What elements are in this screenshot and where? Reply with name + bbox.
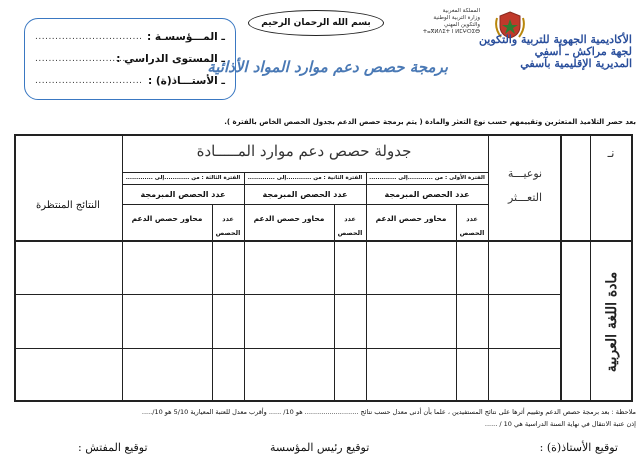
count-label: الحصص [215,229,241,237]
right-column-header: نـ [607,146,615,160]
ministry-line: ⵜⴰⴳⵍⴷⵉⵜ ⵏ ⵍⵎⵖⵔⵉⴱ [422,29,480,35]
count-3 [212,212,244,240]
level-field[interactable]: ................................ [35,54,143,64]
count-2 [334,212,366,240]
ministry-line: والتكوين المهني [443,22,480,28]
inspector-signature: توقيع المفتش : [78,441,148,454]
count-label: عدد [222,215,234,223]
ministry-line: المملكة المغربية [442,8,480,14]
academy-line: لجهة مراكش ـ أسفي [534,45,632,58]
programmed-1: عدد الحصص المبرمجة [384,190,470,199]
level-label: ـ المستوى الدراسي : [116,53,225,65]
support-table [14,134,632,402]
academy-line: الأكاديمية الجهوية للتربية والتكوين [478,33,632,46]
count-1 [456,212,488,240]
academy-line: المديرية الإقليمية بآسفي [520,57,632,70]
page-title: برمجة حصص دعم موارد المواد الأذائية [207,58,448,76]
principal-signature: توقيع رئيس المؤسسة [270,441,370,454]
axes-3: محاور حصص الدعم [131,214,203,223]
axes-1: محاور حصص الدعم [375,214,447,223]
intro-text: بعد حصر التلاميذ المتعثرين وتقييمهم حسب نوع التعثر والمادة ( يتم برمجة حصص الدعم بجدول الحصص الخاص بالفترة ). [224,118,636,126]
school-field[interactable]: ................................ [35,32,143,42]
note-line-1: ملاحظة : بعد برمجة حصص الدعم وتقييم أثرها على نتائج المستفيدين ، علما بأن أدنى معدل حسب نتائج .......................... هو 10/ ...... وأقرب معدل للعتبة المعيارية 5/10 هو 10/..... [141,408,636,416]
programmed-2: عدد الحصص المبرمجة [262,190,348,199]
count-label: الحصص [337,229,363,237]
period-1: الفترة الأولى : من ............إلى ............. [369,175,485,181]
period-2: الفترة الثانية : من ............إلى ............. [247,175,363,181]
teacher-field[interactable]: ................................ [35,76,143,86]
difficulty-label: التعـــثر [507,191,543,204]
expected-results: النتائج المنتظرة [36,200,100,211]
table-header: جدولة حصص دعم موارد المـــــادة [196,142,412,160]
note-line-2: إذن عتبة الانتقال في نهاية السنة الدراسية هي 10 / ...... [484,420,636,428]
ministry-line: وزارة التربية الوطنية [433,15,480,21]
difficulty-type [490,162,560,210]
count-label: الحصص [459,229,485,237]
count-label: عدد [344,215,356,223]
basmala: بسم الله الرحمان الرحيم [248,10,384,36]
teacher-label: ـ الأستـــاذ(ة) : [147,75,225,87]
difficulty-label: نوعيـــة [507,167,543,180]
ministry-header [360,8,480,36]
academy-header [479,34,632,70]
info-box [24,18,236,100]
teacher-signature: توقيع الأستاذ(ة) : [539,441,618,454]
subject-label: مادة اللغة العربية [604,271,620,373]
period-3: الفترة الثالثة : من ............إلى ............. [125,175,241,181]
school-label: ـ المـــؤسسـة : [147,31,225,43]
programmed-3: عدد الحصص المبرمجة [140,190,226,199]
count-label: عدد [466,215,478,223]
axes-2: محاور حصص الدعم [253,214,325,223]
